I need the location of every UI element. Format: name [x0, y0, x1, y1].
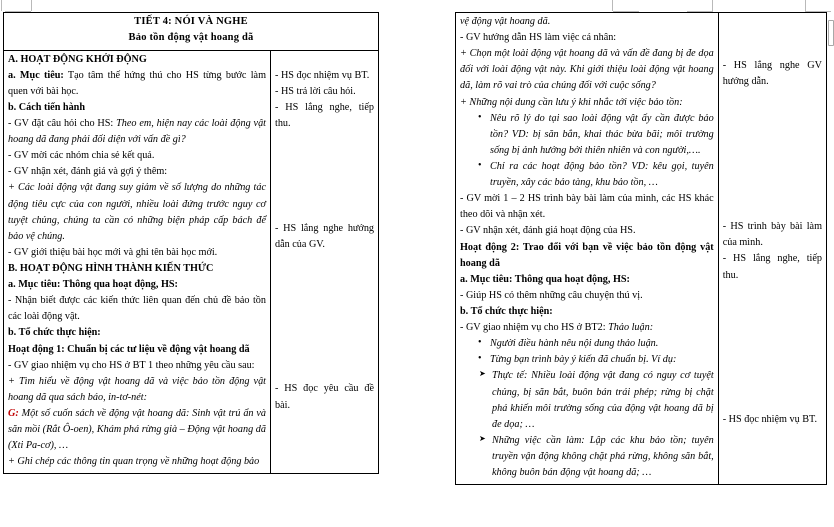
student-action-2: - HS trả lời câu hỏi.	[275, 85, 356, 97]
teacher-question-line	[8, 116, 266, 148]
student-action-3: - HS lắng nghe, tiếp thu.	[275, 102, 375, 130]
discussion-steps-list	[460, 336, 714, 368]
page-title: TIẾT 4: NÓI VÀ NGHE	[134, 16, 248, 27]
section-a-heading: A. HOẠT ĐỘNG KHỞI ĐỘNG	[8, 53, 147, 65]
side-spacer-top	[723, 14, 822, 58]
list-item: • Người điều hành nêu nội dung thảo luận.	[490, 336, 714, 352]
left-main-column	[4, 50, 271, 474]
activity-2-organization-heading: b. Tổ chức thực hiện:	[460, 305, 553, 317]
lesson-plan-table-left	[3, 12, 379, 474]
side-spacer-mid	[723, 91, 822, 219]
section-a-method-heading: b. Cách tiến hành	[8, 101, 85, 113]
teacher-invite-presenters: - GV mời 1 – 2 HS trình bày bài làm của mình, các HS khác theo dõi và nhận xét.	[460, 193, 714, 221]
student-action-3: - HS lắng nghe, tiếp thu.	[722, 253, 822, 281]
student-action-5: - HS đọc yêu cầu đề bài.	[275, 383, 375, 411]
table-row-content	[4, 50, 379, 474]
teacher-question-label: - GV đặt câu hỏi cho HS:	[8, 117, 117, 129]
right-main-column	[456, 13, 719, 485]
student-action-4: - HS lắng nghe hướng dẫn của GV.	[275, 222, 375, 251]
edge-tick-left-1	[31, 0, 32, 11]
conservation-notes-list	[460, 111, 714, 192]
edge-tick-right-1	[805, 0, 806, 11]
left-page-panel	[3, 12, 379, 474]
activity-1-requirement-2: + Ghi chép các thông tin quan trọng về những hoạt động bảo	[8, 456, 260, 468]
edge-tick-mid-2	[712, 0, 713, 11]
section-b-objective-item: - Nhận biết được các kiến thức liên quan đến chủ đề bảo tồn các loài động vật.	[8, 295, 266, 323]
side-spacer-lower	[275, 253, 374, 381]
activity-2-objective-item: - Giúp HS có thêm những câu chuyện thú vị.	[460, 289, 643, 301]
section-b-heading: B. HOẠT ĐỘNG HÌNH THÀNH KIẾN THỨC	[8, 262, 214, 274]
teacher-feedback: - GV nhận xét, đánh giá và gợi ý thêm:	[8, 166, 168, 178]
right-side-column	[718, 13, 826, 485]
document-title-cell	[4, 13, 379, 51]
activity-2-objective-heading: a. Mục tiêu: Thông qua hoạt động, HS:	[460, 273, 630, 285]
requirement-notes: + Những nội dung cần lưu ý khi nhắc tới việc bảo tồn:	[460, 96, 683, 108]
table-row-header	[4, 13, 379, 51]
activity-2-assignment	[460, 320, 714, 336]
teacher-invite-groups: - GV mời các nhóm chia sẻ kết quả.	[8, 150, 155, 162]
objective-text: Tạo tâm thế hứng thú cho HS từng bước làm quen với bài học.	[8, 69, 266, 97]
scrollbar-handle[interactable]	[828, 20, 834, 46]
list-item: • Chỉ ra các hoạt động bảo tồn? VD: kêu gọi, tuyên truyền, xây các bảo tàng, khu bảo tồn, …	[490, 159, 714, 191]
objective-label: a. Mục tiêu:	[8, 69, 64, 81]
activity-1-example	[8, 406, 266, 454]
left-side-column	[271, 50, 379, 474]
side-spacer-lower	[723, 284, 822, 412]
list-item: ➤ Thực tế: Nhiều loài động vật đang có nguy cơ tuyệt chủng, bị săn bắt, buôn bán trái phép; rừng bị chặt phá khiến môi trường sống của động vật hoang dã bị đe dọa; …	[492, 368, 714, 432]
student-action-2: - HS trình bày bài làm của mình.	[722, 220, 822, 248]
edge-tick-mid-1	[612, 0, 613, 11]
section-b-objective-heading: a. Mục tiêu: Thông qua hoạt động, HS:	[8, 279, 178, 291]
example-marker: G:	[8, 407, 19, 419]
activity-2-heading: Hoạt động 2: Trao đổi với bạn về việc bảo tồn động vật hoang dã	[460, 241, 714, 269]
edge-tick-left-0	[1, 0, 2, 11]
side-spacer-top	[275, 52, 374, 68]
list-item: • Từng bạn trình bày ý kiến đã chuẩn bị. Ví dụ:	[490, 352, 714, 368]
discussion-examples-list	[460, 368, 714, 481]
requirement-choose-animal: + Chọn một loài động vật hoang dã và vấn đề đang bị đe dọa đối với loài động vật này. Khi giới thiệu loài động vật hoang dã, làm rõ vai trò của chúng đối với cuộc sống?	[460, 48, 714, 92]
activity-1-assignment: - GV giao nhiệm vụ cho HS ở BT 1 theo những yêu cầu sau:	[8, 359, 255, 371]
assignment-task: Thảo luận:	[608, 322, 654, 334]
continuation-line: vệ động vật hoang dã.	[460, 16, 551, 27]
student-action-4: - HS đọc nhiệm vụ BT.	[722, 413, 818, 425]
list-item: ➤ Những việc cần làm: Lập các khu bảo tồn; tuyên truyền vận động không chặt phá rừng, không săn bắt, không buôn bán động vật hoang dã; …	[492, 433, 714, 481]
teacher-question-text: Theo em, hiện nay các loài động vật hoang dã đang phải đối diện với vấn đề gì?	[8, 117, 266, 146]
lesson-plan-table-right	[455, 12, 827, 485]
right-page-panel	[455, 12, 827, 485]
list-item: • Nêu rõ lý do tại sao loài động vật ấy cần được bảo tồn? VD: bị săn bắn, khai thác bừa bãi; môi trường sống bị ảnh hưởng bởi thiên nhiên và con người,….	[490, 111, 714, 159]
activity-1-heading: Hoạt động 1: Chuẩn bị các tư liệu về động vật hoang dã	[8, 343, 250, 355]
teacher-evaluate: - GV nhận xét, đánh giá hoạt động của HS.	[460, 225, 636, 237]
example-text: Một số cuốn sách về động vật hoang dã: Sinh vật trú ẩn và săn mồi (Rắt Ô-oen), Khám phá rừng già – Động vật hoang dã (Xti Pa-cơ), …	[8, 407, 266, 452]
activity-1-requirement-1: + Tìm hiểu về động vật hoang dã và việc bảo tồn động vật hoang dã qua sách báo, in-tơ-nét:	[8, 375, 266, 403]
suggestion-text: + Các loài động vật đang suy giảm về số lượng do những tác động tiêu cực của con người, nhiều loài đứng trước nguy cơ tuyệt chủng, chúng ta cần có những biện pháp cấp bách để bảo vệ chúng.	[8, 182, 266, 242]
teacher-introduce-lesson: - GV giới thiệu bài học mới và ghi tên bài học mới.	[8, 246, 218, 258]
section-b-organization-heading: b. Tổ chức thực hiện:	[8, 327, 101, 339]
student-action-1: - HS lắng nghe GV hướng dẫn.	[722, 60, 822, 88]
student-action-1: - HS đọc nhiệm vụ BT.	[275, 69, 370, 81]
assignment-label: - GV giao nhiệm vụ cho HS ở BT2:	[460, 322, 609, 334]
table-row-content	[456, 13, 827, 485]
page-subtitle: Bảo tồn động vật hoang dã	[128, 32, 254, 44]
teacher-guide-individual: - GV hướng dẫn HS làm việc cá nhân:	[460, 32, 617, 44]
side-spacer-mid	[275, 133, 374, 221]
section-a-objective	[8, 68, 266, 100]
